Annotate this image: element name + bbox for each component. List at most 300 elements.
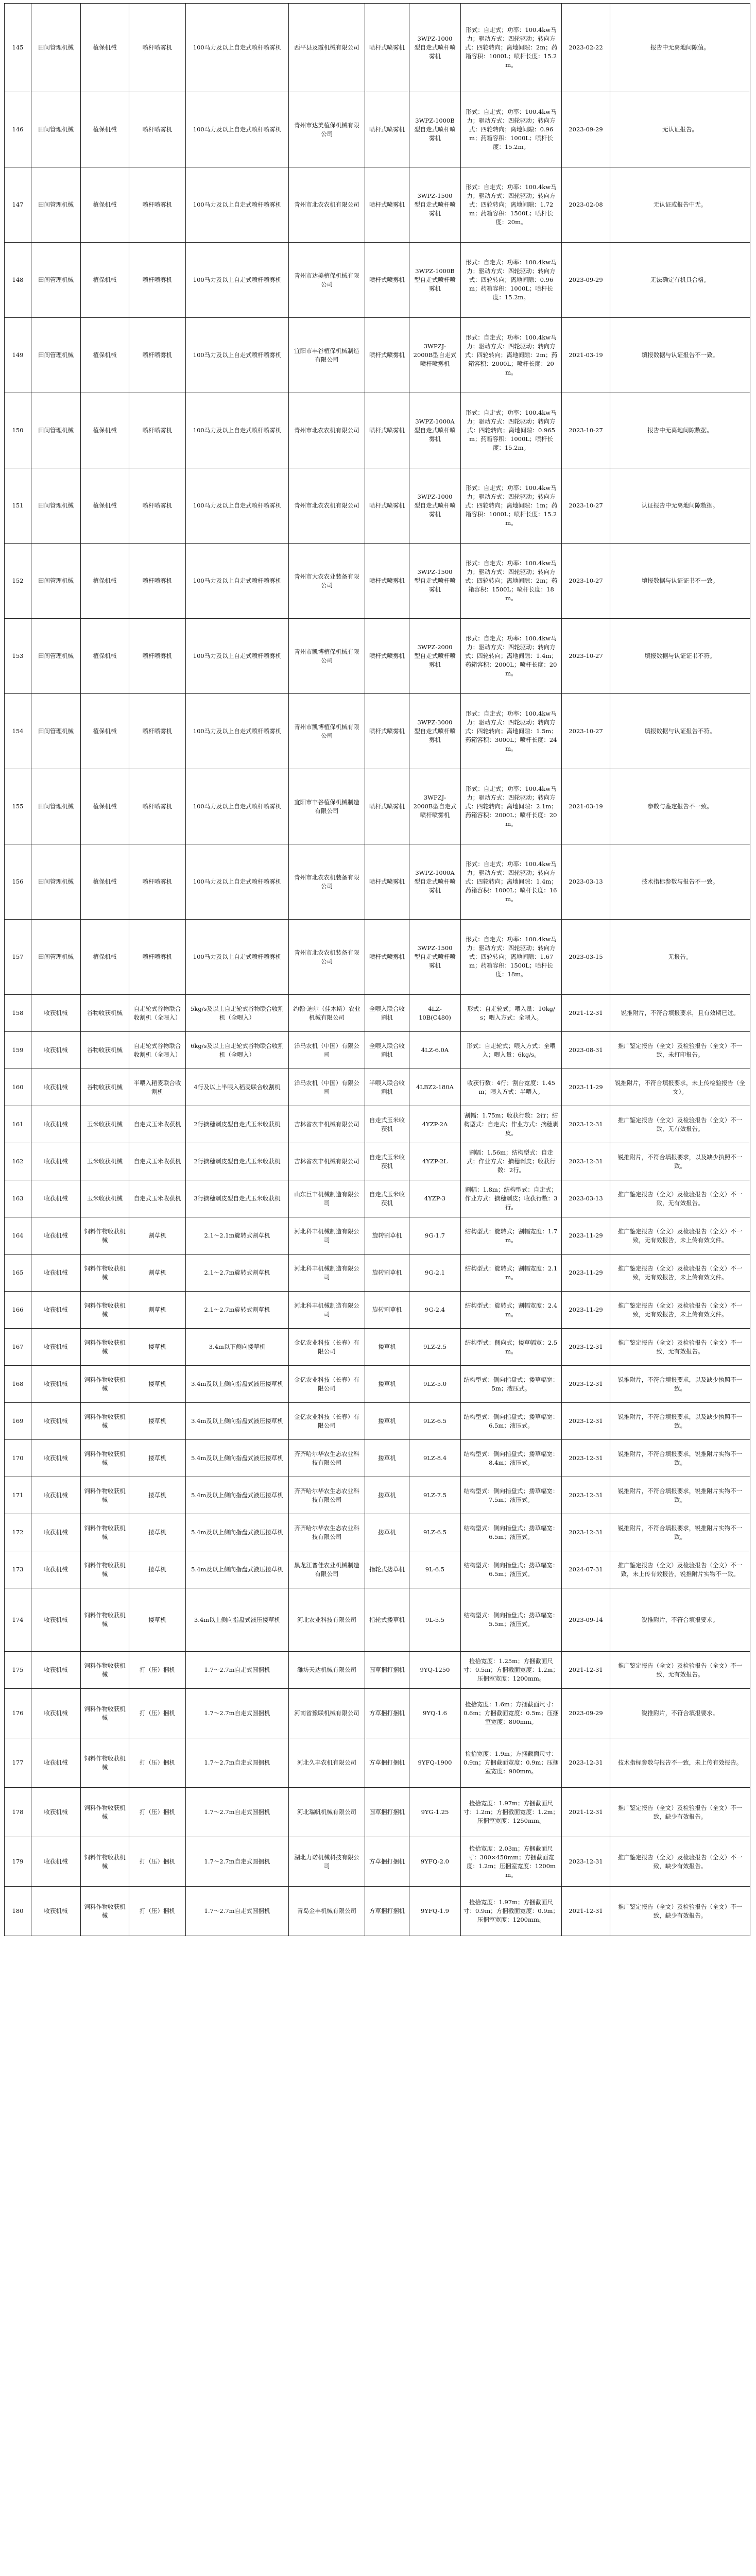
category-level-1: 田间管理机械 (31, 920, 81, 995)
category-level-1: 收获机械 (31, 995, 81, 1032)
remark-cell: 推广鉴定报告（全文）及检验报告（全文）不一致，未打印报告。 (610, 1032, 750, 1069)
model-number: 9LZ-8.4 (409, 1440, 461, 1477)
technical-parameters: 结构型式：旋转式；割幅宽度：1.7m。 (461, 1217, 562, 1255)
model-number: 3WPZ-1000B 型自走式喷杆喷雾机 (409, 243, 461, 318)
grade-description: 100马力及以上自走式喷杆喷雾机 (186, 619, 289, 694)
product-name: 喷杆式喷雾机 (365, 920, 409, 995)
category-level-3: 打（压）捆机 (129, 1738, 186, 1788)
remark-cell: 锐推附片，不符合填报要求，未上传检验报告（全文）。 (610, 1069, 750, 1106)
technical-parameters: 结构型式：旋转式；割幅宽度：2.1m。 (461, 1255, 562, 1292)
product-name: 方草捆打捆机 (365, 1887, 409, 1936)
date-cell: 2023-12-31 (562, 1738, 610, 1788)
row-number: 151 (5, 468, 31, 544)
category-level-3: 喷杆喷雾机 (129, 619, 186, 694)
category-level-1: 收获机械 (31, 1329, 81, 1366)
date-cell: 2023-12-31 (562, 1440, 610, 1477)
category-level-3: 割草机 (129, 1292, 186, 1329)
remark-cell: 推广鉴定报告（全文）及检验报告（全文）不一致，未上传有效报告，锐推附片实物不一致。 (610, 1551, 750, 1588)
model-number: 9YFQ-1.9 (409, 1887, 461, 1936)
category-level-3: 搂草机 (129, 1366, 186, 1403)
table-row (5, 1887, 750, 1936)
date-cell: 2021-12-31 (562, 1788, 610, 1837)
evaluation-table (4, 3, 750, 1936)
technical-parameters: 形式：自走轮式；喂入量：10kg/s；喂入方式：全喂入。 (461, 995, 562, 1032)
category-level-1: 收获机械 (31, 1788, 81, 1837)
date-cell: 2023-02-08 (562, 167, 610, 243)
model-number: 9G-2.1 (409, 1255, 461, 1292)
date-cell: 2021-12-31 (562, 1887, 610, 1936)
product-name: 喷杆式喷雾机 (365, 769, 409, 844)
category-level-2: 植保机械 (81, 844, 129, 920)
remark-cell: 填报数据与认证报告不符。 (610, 694, 750, 769)
table-row (5, 167, 750, 243)
date-cell: 2023-09-29 (562, 1689, 610, 1738)
technical-parameters: 捡拾宽度：1.97m；方捆截面尺寸：0.9m；方捆截面宽度：0.9m；压捆室宽度：1200mm。 (461, 1887, 562, 1936)
category-level-3: 搂草机 (129, 1588, 186, 1652)
category-level-3: 打（压）捆机 (129, 1837, 186, 1887)
model-number: 3WPZ-1000A 型自走式喷杆喷雾机 (409, 393, 461, 468)
category-level-2: 饲料作物收获机械 (81, 1588, 129, 1652)
category-level-3: 喷杆喷雾机 (129, 694, 186, 769)
date-cell: 2023-03-13 (562, 844, 610, 920)
category-level-3: 喷杆喷雾机 (129, 318, 186, 393)
table-row (5, 1477, 750, 1514)
technical-parameters: 割幅：1.8m；结构型式：自走式；作业方式：摘穗剥皮；收获行数：3行。 (461, 1180, 562, 1217)
grade-description: 1.7～2.7m自走式圆捆机 (186, 1887, 289, 1936)
manufacturer: 齐齐哈尔华农生态农业科技有限公司 (289, 1477, 365, 1514)
technical-parameters: 结构型式：侧向指盘式；搂草幅宽：8.4m；液压式。 (461, 1440, 562, 1477)
category-level-3: 自走式玉米收获机 (129, 1143, 186, 1180)
category-level-2: 植保机械 (81, 167, 129, 243)
category-level-1: 田间管理机械 (31, 769, 81, 844)
technical-parameters: 形式：自走式；功率：100.4kw马力；驱动方式：四轮驱动；转向方式：四轮转向；离地间隙：1.4m；药箱容积：1000L；喷杆长度：16m。 (461, 844, 562, 920)
row-number: 152 (5, 544, 31, 619)
product-name: 喷杆式喷雾机 (365, 4, 409, 92)
category-level-3: 搂草机 (129, 1403, 186, 1440)
grade-description: 1.7～2.7m自走式圆捆机 (186, 1738, 289, 1788)
product-name: 指轮式搂草机 (365, 1551, 409, 1588)
manufacturer: 青州市北农农机有限公司 (289, 167, 365, 243)
product-name: 搂草机 (365, 1440, 409, 1477)
model-number: 9LZ-5.0 (409, 1366, 461, 1403)
model-number: 9YG-1.25 (409, 1788, 461, 1837)
product-name: 喷杆式喷雾机 (365, 619, 409, 694)
table-row (5, 1440, 750, 1477)
category-level-2: 植保机械 (81, 544, 129, 619)
remark-cell: 无报告。 (610, 920, 750, 995)
manufacturer: 青州市达美植保机械有限公司 (289, 243, 365, 318)
grade-description: 100马力及以上自走式喷杆喷雾机 (186, 167, 289, 243)
model-number: 9LZ-7.5 (409, 1477, 461, 1514)
date-cell: 2021-03-19 (562, 318, 610, 393)
category-level-2: 植保机械 (81, 92, 129, 167)
grade-description: 100马力及以上自走式喷杆喷雾机 (186, 694, 289, 769)
table-row (5, 1551, 750, 1588)
row-number: 180 (5, 1887, 31, 1936)
table-row (5, 1738, 750, 1788)
date-cell: 2023-11-29 (562, 1292, 610, 1329)
date-cell: 2023-12-31 (562, 1143, 610, 1180)
category-level-2: 饲料作物收获机械 (81, 1403, 129, 1440)
product-name: 全喂入联合收割机 (365, 1032, 409, 1069)
remark-cell: 推广鉴定报告（全文）及检验报告（全文）不一致，缺少有效报告。 (610, 1887, 750, 1936)
row-number: 167 (5, 1329, 31, 1366)
table-row (5, 1032, 750, 1069)
manufacturer: 约翰·迪尔（佳木斯）农业机械有限公司 (289, 995, 365, 1032)
category-level-1: 田间管理机械 (31, 92, 81, 167)
remark-cell: 锐推附片，不符合填报要求，以及缺少执照不一致。 (610, 1143, 750, 1180)
table-row (5, 1514, 750, 1551)
grade-description: 1.7～2.7m自走式圆捆机 (186, 1652, 289, 1689)
product-name: 半喂入联合收割机 (365, 1069, 409, 1106)
category-level-1: 收获机械 (31, 1292, 81, 1329)
technical-parameters: 形式：自走式；功率：100.4kw马力；驱动方式：四轮驱动；转向方式：四轮转向；离地间隙：1.4m；药箱容积：2000L；喷杆长度：20m。 (461, 619, 562, 694)
table-row (5, 1106, 750, 1143)
technical-parameters: 形式：自走式；功率：100.4kw马力；驱动方式：四轮驱动；转向方式：四轮转向；离地间隙：0.96m；药箱容积：1000L；喷杆长度：15.2m。 (461, 243, 562, 318)
product-name: 圆草捆打捆机 (365, 1652, 409, 1689)
table-body (5, 4, 750, 1936)
technical-parameters: 结构型式：侧向指盘式；搂草幅宽：7.5m；液压式。 (461, 1477, 562, 1514)
remark-cell: 锐推附片，不符合填报要求，锐推附片实物不一致。 (610, 1440, 750, 1477)
row-number: 175 (5, 1652, 31, 1689)
technical-parameters: 形式：自走式；功率：100.4kw马力；驱动方式：四轮驱动；转向方式：四轮转向；离地间隙：1.67m；药箱容积：1500L；喷杆长度：18m。 (461, 920, 562, 995)
grade-description: 100马力及以上自走式喷杆喷雾机 (186, 243, 289, 318)
technical-parameters: 割幅：1.56m；结构型式：自走式；作业方式：摘穗剥皮；收获行数：2行。 (461, 1143, 562, 1180)
model-number: 3WPZ-1000A 型自走式喷杆喷雾机 (409, 844, 461, 920)
date-cell: 2023-12-31 (562, 1106, 610, 1143)
manufacturer: 青州市凯博植保机械有限公司 (289, 694, 365, 769)
technical-parameters: 形式：自走式；功率：100.4kw马力；驱动方式：四轮驱动；转向方式：四轮转向；离地间隙：2m；药箱容积：1500L；喷杆长度：18m。 (461, 544, 562, 619)
grade-description: 100马力及以上自走式喷杆喷雾机 (186, 318, 289, 393)
date-cell: 2023-09-29 (562, 243, 610, 318)
category-level-3: 喷杆喷雾机 (129, 920, 186, 995)
remark-cell: 推广鉴定报告（全文）及检验报告（全文）不一致，无有效报告，未上传有效文件。 (610, 1292, 750, 1329)
category-level-2: 饲料作物收获机械 (81, 1440, 129, 1477)
row-number: 163 (5, 1180, 31, 1217)
date-cell: 2024-07-31 (562, 1551, 610, 1588)
date-cell: 2021-03-19 (562, 769, 610, 844)
remark-cell: 锐推附片，不符合填报要求，以及缺少执照不一致。 (610, 1366, 750, 1403)
model-number: 9YFQ-1900 (409, 1738, 461, 1788)
manufacturer: 河北科丰机械制造有限公司 (289, 1292, 365, 1329)
category-level-3: 喷杆喷雾机 (129, 468, 186, 544)
category-level-1: 田间管理机械 (31, 243, 81, 318)
date-cell: 2023-10-27 (562, 544, 610, 619)
category-level-1: 田间管理机械 (31, 393, 81, 468)
remark-cell: 参数与鉴定报告不一致。 (610, 769, 750, 844)
model-number: 3WPZ-2000 型自走式喷杆喷雾机 (409, 619, 461, 694)
technical-parameters: 捡拾宽度：2.03m；方捆截面尺寸：300×450mm；方捆截面宽度：1.2m；压捆室宽度：1200mm。 (461, 1837, 562, 1887)
remark-cell: 锐推附片，不符合填报要求，锐推附片实物不一致。 (610, 1514, 750, 1551)
row-number: 172 (5, 1514, 31, 1551)
technical-parameters: 形式：自走式；功率：100.4kw马力；驱动方式：四轮驱动；转向方式：四轮转向；离地间隙：2m；药箱容积：2000L；喷杆长度：20m。 (461, 318, 562, 393)
category-level-2: 植保机械 (81, 694, 129, 769)
product-name: 自走式玉米收获机 (365, 1180, 409, 1217)
table-row (5, 1366, 750, 1403)
table-row (5, 92, 750, 167)
table-row (5, 468, 750, 544)
category-level-2: 饲料作物收获机械 (81, 1514, 129, 1551)
row-number: 149 (5, 318, 31, 393)
category-level-3: 打（压）捆机 (129, 1652, 186, 1689)
row-number: 164 (5, 1217, 31, 1255)
grade-description: 3.4m以下侧向搂草机 (186, 1329, 289, 1366)
table-row (5, 920, 750, 995)
grade-description: 100马力及以上自走式喷杆喷雾机 (186, 769, 289, 844)
grade-description: 100马力及以上自走式喷杆喷雾机 (186, 468, 289, 544)
row-number: 150 (5, 393, 31, 468)
row-number: 161 (5, 1106, 31, 1143)
table-row (5, 769, 750, 844)
model-number: 3WPZJ- 2000B型自走式喷杆喷雾机 (409, 769, 461, 844)
model-number: 3WPZ-1000 型自走式喷杆喷雾机 (409, 468, 461, 544)
row-number: 146 (5, 92, 31, 167)
remark-cell: 技术指标参数与报告不一致。 (610, 844, 750, 920)
row-number: 157 (5, 920, 31, 995)
table-row (5, 1837, 750, 1887)
product-name: 旋转割草机 (365, 1292, 409, 1329)
manufacturer: 河北农业科技有限公司 (289, 1588, 365, 1652)
remark-cell: 推广鉴定报告（全文）及检验报告（全文）不一致，缺少有效报告。 (610, 1788, 750, 1837)
table-row (5, 1588, 750, 1652)
product-name: 搂草机 (365, 1477, 409, 1514)
category-level-2: 植保机械 (81, 769, 129, 844)
model-number: 9L-6.5 (409, 1551, 461, 1588)
category-level-1: 田间管理机械 (31, 4, 81, 92)
product-name: 旋转割草机 (365, 1255, 409, 1292)
row-number: 156 (5, 844, 31, 920)
date-cell: 2023-11-29 (562, 1255, 610, 1292)
technical-parameters: 结构型式：侧向式；搂草幅宽：2.5m。 (461, 1329, 562, 1366)
remark-cell: 推广鉴定报告（全文）及检验报告（全文）不一致，无有效报告。 (610, 1106, 750, 1143)
manufacturer: 湖北力诺机械科技有限公司 (289, 1837, 365, 1887)
product-name: 旋转割草机 (365, 1217, 409, 1255)
category-level-1: 收获机械 (31, 1477, 81, 1514)
remark-cell: 无认证或报告中无。 (610, 167, 750, 243)
model-number: 3WPZ-3000 型自走式喷杆喷雾机 (409, 694, 461, 769)
table-row (5, 619, 750, 694)
category-level-2: 谷物收获机械 (81, 1032, 129, 1069)
category-level-3: 喷杆喷雾机 (129, 243, 186, 318)
product-name: 圆草捆打捆机 (365, 1788, 409, 1837)
remark-cell: 推广鉴定报告（全文）及检验报告（全文）不一致，无有效报告，未上传有效文件。 (610, 1255, 750, 1292)
technical-parameters: 形式：自走式；功率：100.4kw马力；驱动方式：四轮驱动；转向方式：四轮转向；离地间隙：0.965m；药箱容积：1000L；喷杆长度：15.2m。 (461, 393, 562, 468)
technical-parameters: 形式：自走式；功率：100.4kw马力；驱动方式：四轮驱动；转向方式：四轮转向；离地间隙：2.1m；药箱容积：2000L；喷杆长度：20m。 (461, 769, 562, 844)
remark-cell: 推广鉴定报告（全文）及检验报告（全文）不一致，缺少有效报告。 (610, 1837, 750, 1887)
grade-description: 100马力及以上自走式喷杆喷雾机 (186, 4, 289, 92)
date-cell: 2023-12-31 (562, 1514, 610, 1551)
manufacturer: 河北瑞帆机械有限公司 (289, 1788, 365, 1837)
category-level-3: 喷杆喷雾机 (129, 393, 186, 468)
row-number: 177 (5, 1738, 31, 1788)
remark-cell: 认证报告中无离地间隙数据。 (610, 468, 750, 544)
row-number: 174 (5, 1588, 31, 1652)
grade-description: 100马力及以上自走式喷杆喷雾机 (186, 544, 289, 619)
row-number: 159 (5, 1032, 31, 1069)
category-level-2: 饲料作物收获机械 (81, 1329, 129, 1366)
grade-description: 2行摘穗剥皮型自走式玉米收获机 (186, 1106, 289, 1143)
row-number: 166 (5, 1292, 31, 1329)
remark-cell: 推广鉴定报告（全文）及检验报告（全文）不一致，无有效报告。 (610, 1329, 750, 1366)
table-row (5, 995, 750, 1032)
product-name: 喷杆式喷雾机 (365, 694, 409, 769)
manufacturer: 河南省豫联机械有限公司 (289, 1689, 365, 1738)
manufacturer: 河北科丰机械制造有限公司 (289, 1255, 365, 1292)
category-level-2: 饲料作物收获机械 (81, 1292, 129, 1329)
technical-parameters: 捡拾宽度：1.6m；方捆截面尺寸：0.6m；方捆截面宽度：0.5m；压捆室宽度：800mm。 (461, 1689, 562, 1738)
category-level-2: 饲料作物收获机械 (81, 1477, 129, 1514)
grade-description: 100马力及以上自走式喷杆喷雾机 (186, 393, 289, 468)
category-level-2: 饲料作物收获机械 (81, 1551, 129, 1588)
row-number: 170 (5, 1440, 31, 1477)
date-cell: 2021-12-31 (562, 995, 610, 1032)
remark-cell: 填报数据与认证证书不符。 (610, 619, 750, 694)
category-level-3: 搂草机 (129, 1514, 186, 1551)
model-number: 4LBZ2-180A (409, 1069, 461, 1106)
technical-parameters: 形式：自走式；功率：100.4kw马力；驱动方式：四轮驱动；转向方式：四轮转向；离地间隙：2m；药箱容积：1000L；喷杆长度：15.2m。 (461, 4, 562, 92)
manufacturer: 青州市北农农机有限公司 (289, 393, 365, 468)
technical-parameters: 形式：自走式；功率：100.4kw马力；驱动方式：四轮驱动；转向方式：四轮转向；离地间隙：1m；药箱容积：1000L；喷杆长度：15.2m。 (461, 468, 562, 544)
table-row (5, 4, 750, 92)
product-name: 方草捆打捆机 (365, 1689, 409, 1738)
category-level-2: 玉米收获机械 (81, 1180, 129, 1217)
table-row (5, 544, 750, 619)
manufacturer: 吉林省农丰机械有限公司 (289, 1143, 365, 1180)
category-level-3: 喷杆喷雾机 (129, 544, 186, 619)
date-cell: 2023-12-31 (562, 1366, 610, 1403)
table-row (5, 1329, 750, 1366)
row-number: 168 (5, 1366, 31, 1403)
category-level-3: 自走轮式谷物联合收割机（全喂入） (129, 995, 186, 1032)
grade-description: 5.4m及以上侧向指盘式液压搂草机 (186, 1440, 289, 1477)
row-number: 162 (5, 1143, 31, 1180)
grade-description: 1.7～2.7m自走式圆捆机 (186, 1689, 289, 1738)
model-number: 9LZ-2.5 (409, 1329, 461, 1366)
product-name: 喷杆式喷雾机 (365, 468, 409, 544)
category-level-2: 植保机械 (81, 4, 129, 92)
table-row (5, 694, 750, 769)
row-number: 148 (5, 243, 31, 318)
model-number: 4YZP-2A (409, 1106, 461, 1143)
manufacturer: 西平县及霞机械有限公司 (289, 4, 365, 92)
category-level-3: 打（压）捆机 (129, 1689, 186, 1738)
grade-description: 100马力及以上自走式喷杆喷雾机 (186, 92, 289, 167)
product-name: 自走式玉米收获机 (365, 1106, 409, 1143)
date-cell: 2023-09-29 (562, 92, 610, 167)
category-level-1: 收获机械 (31, 1689, 81, 1738)
remark-cell: 推广鉴定报告（全文）及检验报告（全文）不一致，无有效报告。 (610, 1180, 750, 1217)
category-level-3: 搂草机 (129, 1440, 186, 1477)
model-number: 3WPZ-1000 型自走式喷杆喷雾机 (409, 4, 461, 92)
row-number: 169 (5, 1403, 31, 1440)
remark-cell: 锐推附片，不符合填报要求。 (610, 1689, 750, 1738)
category-level-1: 收获机械 (31, 1403, 81, 1440)
row-number: 155 (5, 769, 31, 844)
manufacturer: 山东巨丰机械制造有限公司 (289, 1180, 365, 1217)
grade-description: 3.4m以上侧向指盘式液压搂草机 (186, 1588, 289, 1652)
model-number: 9LZ-6.5 (409, 1514, 461, 1551)
technical-parameters: 形式：自走轮式；喂入方式：全喂入；喂入量：6kg/s。 (461, 1032, 562, 1069)
row-number: 145 (5, 4, 31, 92)
date-cell: 2023-10-27 (562, 619, 610, 694)
category-level-1: 田间管理机械 (31, 318, 81, 393)
model-number: 4LZ-6.0A (409, 1032, 461, 1069)
category-level-1: 收获机械 (31, 1180, 81, 1217)
remark-cell: 推广鉴定报告（全文）及检验报告（全文）不一致，无有效报告，未上传有效文件。 (610, 1217, 750, 1255)
manufacturer: 青州市大农农业装备有限公司 (289, 544, 365, 619)
manufacturer: 黑龙江普佳农业机械制造有限公司 (289, 1551, 365, 1588)
model-number: 9G-2.4 (409, 1292, 461, 1329)
grade-description: 2行摘穗剥皮型自走式玉米收获机 (186, 1143, 289, 1180)
grade-description: 2.1～2.1m旋转式割草机 (186, 1217, 289, 1255)
category-level-1: 收获机械 (31, 1588, 81, 1652)
date-cell: 2023-11-29 (562, 1069, 610, 1106)
date-cell: 2023-03-13 (562, 1180, 610, 1217)
product-name: 喷杆式喷雾机 (365, 544, 409, 619)
category-level-2: 饲料作物收获机械 (81, 1652, 129, 1689)
manufacturer: 宜阳市丰谷植保机械制造有限公司 (289, 769, 365, 844)
product-name: 喷杆式喷雾机 (365, 844, 409, 920)
category-level-1: 收获机械 (31, 1837, 81, 1887)
technical-parameters: 捡拾宽度：1.9m；方捆截面尺寸：0.9m；方捆截面宽度：0.9m；压捆室宽度：900mm。 (461, 1738, 562, 1788)
category-level-2: 饲料作物收获机械 (81, 1738, 129, 1788)
grade-description: 100马力及以上自走式喷杆喷雾机 (186, 920, 289, 995)
row-number: 153 (5, 619, 31, 694)
remark-cell: 锐推附片，不符合填报要求，以及缺少执照不一致。 (610, 1403, 750, 1440)
category-level-3: 喷杆喷雾机 (129, 92, 186, 167)
model-number: 3WPZ-1500 型自走式喷杆喷雾机 (409, 544, 461, 619)
manufacturer: 青州市北农农机装备有限公司 (289, 920, 365, 995)
remark-cell: 锐推附片，不符合填报要求。 (610, 1588, 750, 1652)
manufacturer: 青州市达美植保机械有限公司 (289, 92, 365, 167)
table-row (5, 1292, 750, 1329)
row-number: 147 (5, 167, 31, 243)
category-level-3: 搂草机 (129, 1329, 186, 1366)
technical-parameters: 割幅：1.75m；收获行数：2行；结构型式：自走式；作业方式：摘穗剥皮。 (461, 1106, 562, 1143)
product-name: 喷杆式喷雾机 (365, 393, 409, 468)
product-name: 搂草机 (365, 1366, 409, 1403)
model-number: 4YZP-3 (409, 1180, 461, 1217)
technical-parameters: 结构型式：侧向指盘式；搂草幅宽：6.5m；液压式。 (461, 1551, 562, 1588)
product-name: 全喂入联合收割机 (365, 995, 409, 1032)
date-cell: 2023-10-27 (562, 694, 610, 769)
category-level-1: 田间管理机械 (31, 544, 81, 619)
category-level-1: 田间管理机械 (31, 694, 81, 769)
product-name: 喷杆式喷雾机 (365, 167, 409, 243)
category-level-3: 喷杆喷雾机 (129, 4, 186, 92)
product-name: 方草捆打捆机 (365, 1837, 409, 1887)
date-cell: 2023-12-31 (562, 1329, 610, 1366)
manufacturer: 金亿农业科技（长春）有限公司 (289, 1403, 365, 1440)
manufacturer: 齐齐哈尔华农生态农业科技有限公司 (289, 1440, 365, 1477)
model-number: 4LZ- 10B(C480) (409, 995, 461, 1032)
table-row (5, 1689, 750, 1738)
table-row (5, 1069, 750, 1106)
category-level-3: 喷杆喷雾机 (129, 167, 186, 243)
grade-description: 4行及以上半喂入稻麦联合收割机 (186, 1069, 289, 1106)
row-number: 176 (5, 1689, 31, 1738)
category-level-3: 喷杆喷雾机 (129, 769, 186, 844)
manufacturer: 洋马农机（中国）有限公司 (289, 1032, 365, 1069)
category-level-3: 割草机 (129, 1255, 186, 1292)
model-number: 9YQ-1250 (409, 1652, 461, 1689)
date-cell: 2023-11-29 (562, 1217, 610, 1255)
product-name: 搂草机 (365, 1514, 409, 1551)
model-number: 3WPZ-1000B 型自走式喷杆喷雾机 (409, 92, 461, 167)
category-level-3: 搂草机 (129, 1551, 186, 1588)
category-level-1: 收获机械 (31, 1069, 81, 1106)
category-level-2: 饲料作物收获机械 (81, 1689, 129, 1738)
